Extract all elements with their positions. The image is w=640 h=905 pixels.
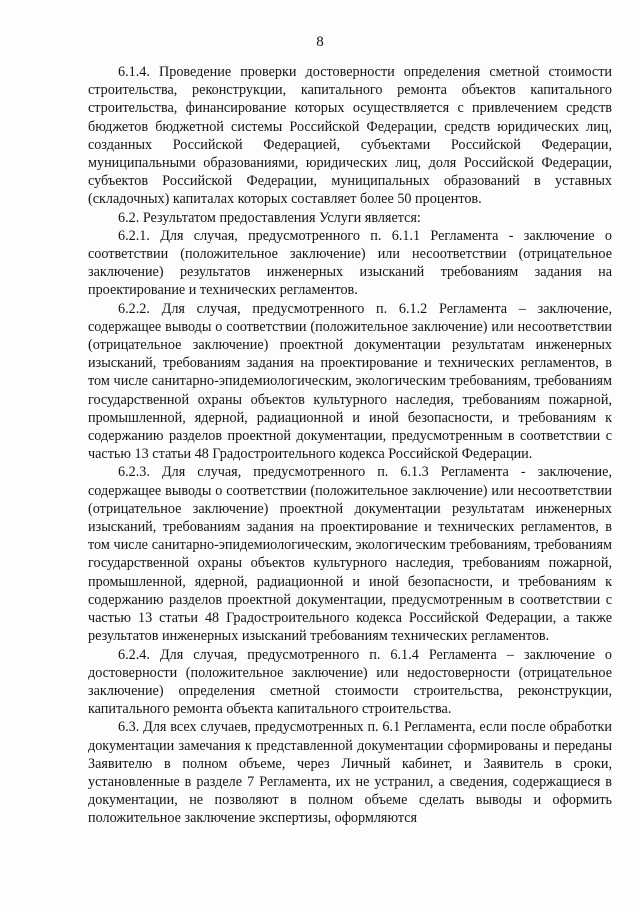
document-body bbox=[88, 63, 612, 828]
paragraph-6-2-1: 6.2.1. Для случая, предусмотренного п. 6.1.1 Регламента - заключение о соответствии (положительное заключение) или несоответствии (отрицательное заключение) результатов инженерных изысканий требованиям задания на проектирование и технических регламентов. bbox=[88, 227, 612, 299]
paragraph-6-1-4: 6.1.4. Проведение проверки достоверности определения сметной стоимости строительства, реконструкции, капитального ремонта объектов капитального строительства, финансирование которых осуществляется с привлечением средств бюджетов бюджетной системы Российской Федерации, средств юридических лиц, созданных Российской Федерацией, субъектами Российской Федерации, муниципальными образованиями, юридических лиц, доля Российской Федерации, субъектов Российской Федерации, муниципальных образований в уставных (складочных) капиталах которых составляет более 50 процентов. bbox=[88, 64, 612, 208]
paragraph-6-2-4: 6.2.4. Для случая, предусмотренного п. 6.1.4 Регламента – заключение о достоверности (положительное заключение) или недостоверности (отрицательное заключение) определения сметной стоимости строительства, реконструкции, капитального ремонта объекта капитального строительства. bbox=[88, 646, 612, 718]
page-number: 8 bbox=[316, 34, 324, 50]
paragraph-6-2: 6.2. Результатом предоставления Услуги является: bbox=[118, 209, 421, 226]
paragraph-6-2-3: 6.2.3. Для случая, предусмотренного п. 6.1.3 Регламента - заключение, содержащее выводы о соответствии (положительное заключение) или несоответствии (отрицательное заключение) проектной документации результатам инженерных изысканий, требованиям задания на проектирование и технических регламентов, в том числе санитарно-эпидемиологическим, экологическим требованиям, требованиям государственной охраны объектов культурного наследия, требованиям пожарной, промышленной, ядерной, радиационной и иной безопасности, и требованиям к содержанию разделов проектной документации, предусмотренным в соответствии с частью 13 статьи 48 Градостроительного кодекса Российской Федерации, а также результатов инженерных изысканий требованиям технических регламентов. bbox=[88, 464, 612, 645]
paragraph-6-3: 6.3. Для всех случаев, предусмотренных п. 6.1 Регламента, если после обработки документации замечания к представленной документации сформированы и переданы Заявителю в полном объеме, через Личный кабинет, и Заявитель в сроки, установленные в разделе 7 Регламента, их не устранил, а сведения, содержащиеся в документации, не позволяют в полном объеме сделать выводы и оформить положительное заключение экспертизы, оформляются bbox=[88, 719, 612, 827]
paragraph-6-2-2: 6.2.2. Для случая, предусмотренного п. 6.1.2 Регламента – заключение, содержащее выводы о соответствии (положительное заключение) или несоответствии (отрицательное заключение) проектной документации результатам инженерных изысканий, требованиям задания на проектирование и технических регламентов, в том числе санитарно-эпидемиологическим, экологическим требованиям, требованиям государственной охраны объектов культурного наследия, требованиям пожарной, промышленной, ядерной, радиационной и иной безопасности, и требованиям к содержанию разделов проектной документации, предусмотренным в соответствии с частью 13 статьи 48 Градостроительного кодекса Российской Федерации. bbox=[88, 300, 612, 463]
